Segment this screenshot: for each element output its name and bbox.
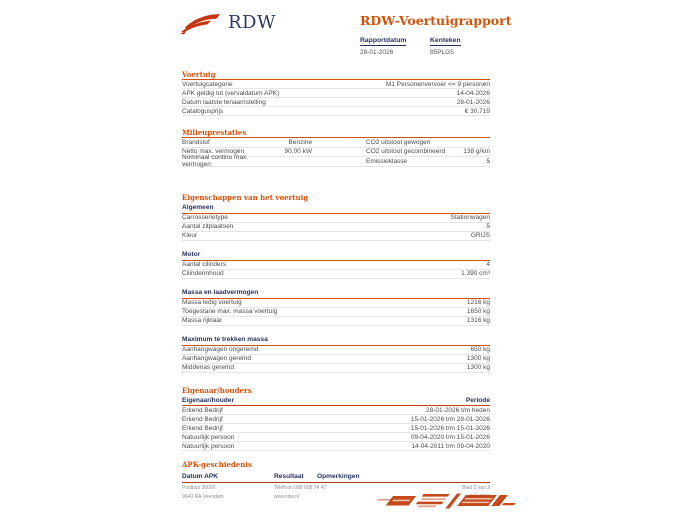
- report-content: [182, 66, 490, 500]
- table-row: [182, 154, 490, 169]
- subsection-trekken-massa: [182, 336, 490, 373]
- table-row: [182, 214, 490, 223]
- row-value: Stationwagen: [450, 214, 490, 222]
- owner-period: 14-04-2011 t/m 09-04-2020: [411, 442, 490, 450]
- report-meta: [360, 37, 500, 56]
- owners-table-header: [182, 395, 490, 407]
- row-value: € 30.719: [464, 107, 490, 115]
- footer-phone: Telefoon 088 008 74 47: [274, 484, 327, 491]
- row-value: 1.390 cm³: [461, 270, 490, 278]
- subsection-motor: [182, 251, 490, 279]
- row-label: Carrosserietype: [182, 214, 228, 222]
- section-milieuprestaties: [182, 129, 490, 167]
- footer-address-line1: Postbus 30000: [182, 484, 216, 491]
- row-label: Nominaal continu max. vermogen: [182, 154, 249, 169]
- row-label: Massa ledig voertuig: [182, 299, 242, 307]
- subsection-massa: [182, 289, 490, 326]
- row-label: Brandstof: [182, 138, 210, 146]
- row-label: Emissieklasse: [366, 157, 408, 165]
- license-plate-value: 85PLG5: [430, 48, 454, 56]
- row-value: 5: [486, 157, 490, 165]
- footer-address-line2: 9640 RA Veendam: [182, 493, 224, 500]
- footer-website: www.rdw.nl: [274, 493, 300, 500]
- table-row: [182, 261, 490, 270]
- license-plate-label: Kenteken: [430, 37, 461, 44]
- row-label: Kleur: [182, 232, 198, 240]
- row-label: Massa rijklaar: [182, 317, 223, 325]
- column-header-owner: Eigenaar/houder: [182, 396, 235, 404]
- table-row: [182, 232, 490, 241]
- license-plate: [430, 37, 500, 56]
- rdw-logo-text: RDW: [228, 11, 276, 33]
- report-date-label: Rapportdatum: [360, 37, 407, 44]
- section-title: Eigenaar/houders: [182, 385, 252, 395]
- subsection-title: Massa en laadvermogen: [182, 289, 490, 299]
- row-label: Cilinderinhoud: [182, 270, 224, 278]
- table-row: [182, 415, 490, 424]
- row-label: APK geldig tot (vervaldatum APK): [182, 89, 280, 97]
- rdw-logo: [180, 10, 276, 35]
- owner-period: 15-01-2026 t/m 15-01-2026: [410, 424, 490, 432]
- row-label: Aantal zitplaatsen: [182, 223, 234, 231]
- table-row: [182, 98, 490, 107]
- column-header-period: Periode: [465, 396, 490, 404]
- report-date-value: 28-01-2026: [360, 48, 394, 56]
- row-value: 4: [486, 261, 490, 269]
- table-row: [182, 80, 490, 89]
- row-label: Middenas geremd: [182, 364, 235, 372]
- row-label: Netto max. vermogen: [182, 148, 245, 156]
- page-title: RDW-Voertuigrapport: [360, 13, 512, 28]
- row-value: M1 Personenvervoer <= 9 personen: [385, 80, 490, 88]
- report-date: [360, 37, 430, 56]
- row-value: 1300 kg: [466, 355, 490, 363]
- row-value: 90,00 kW: [284, 148, 312, 156]
- row-label: Aanhangwagen geremd: [182, 355, 252, 363]
- table-row: [182, 433, 490, 442]
- table-row: [182, 355, 490, 364]
- owner-name: Erkend Bedrijf: [182, 406, 223, 414]
- table-row: [182, 346, 490, 355]
- row-value: GRIJS: [470, 232, 490, 240]
- subsection-algemeen: [182, 204, 490, 241]
- subsection-title: Algemeen: [182, 204, 490, 214]
- table-row: [182, 406, 490, 415]
- footer-page-number: Blad 2 van 2: [462, 484, 490, 491]
- section-voertuig: [182, 71, 490, 116]
- table-row: [182, 299, 490, 308]
- row-value: 1316 kg: [466, 317, 490, 325]
- owner-name: Natuurlijk persoon: [182, 442, 235, 450]
- row-value: 14-04-2026: [456, 89, 490, 97]
- row-value: 650 kg: [470, 346, 490, 354]
- rdw-logo-icon: [180, 10, 222, 35]
- row-value: Benzine: [288, 138, 312, 146]
- section-title: Eigenschappen van het voertuig: [182, 192, 309, 202]
- table-row: [182, 317, 490, 326]
- column-header-remarks: Opmerkingen: [317, 473, 360, 481]
- owner-name: Natuurlijk persoon: [182, 433, 235, 441]
- table-row: [182, 442, 490, 451]
- row-label: Voertuigcategorie: [182, 80, 233, 88]
- row-label: Catalogusprijs: [182, 107, 224, 115]
- section-eigenschappen: [182, 194, 490, 373]
- rdw-stripe-art-icon: [372, 491, 522, 512]
- row-label: CO2 uitstoot gewogen: [366, 138, 431, 146]
- footer-row: [182, 485, 490, 491]
- table-row: [182, 107, 490, 116]
- column-header-date: Datum APK: [182, 473, 219, 481]
- table-row: [182, 138, 490, 148]
- owner-period: 28-01-2026 t/m heden: [426, 406, 490, 414]
- row-value: 28-01-2026: [456, 98, 490, 106]
- section-title: APK-geschiedenis: [182, 460, 252, 470]
- row-value: 138 g/km: [463, 148, 490, 156]
- table-row: [182, 364, 490, 373]
- column-header-result: Resultaat: [274, 473, 304, 481]
- table-row: [182, 270, 490, 279]
- row-label: CO2 uitstoot gecombineerd: [366, 148, 446, 156]
- section-title: Milieuprestaties: [182, 129, 490, 138]
- row-value: 1300 kg: [466, 364, 490, 372]
- owner-name: Erkend Bedrijf: [182, 424, 223, 432]
- row-label: Aanhangwagen ongeremd: [182, 346, 259, 354]
- row-value: 5: [486, 223, 490, 231]
- table-row: [182, 424, 490, 433]
- section-eigenaren: [182, 387, 490, 452]
- apk-table-header: [182, 471, 490, 483]
- table-row: [182, 223, 490, 232]
- table-row: [182, 89, 490, 98]
- row-value: 1650 kg: [466, 308, 490, 316]
- owner-period: 15-01-2026 t/m 28-01-2026: [410, 415, 490, 423]
- owner-name: Erkend Bedrijf: [182, 415, 223, 423]
- subsection-title: Motor: [182, 251, 490, 261]
- subsection-title: Maximum te trekken massa: [182, 336, 490, 346]
- table-row: [182, 308, 490, 317]
- section-title: Voertuig: [182, 71, 490, 80]
- row-value: 1216 kg: [466, 299, 490, 307]
- row-label: Toegestane max. massa voertuig: [182, 308, 278, 316]
- row-label: Datum laatste tenaamstelling: [182, 98, 266, 106]
- row-label: Aantal cilinders: [182, 261, 227, 269]
- owner-period: 09-04-2020 t/m 15-01-2026: [410, 433, 490, 441]
